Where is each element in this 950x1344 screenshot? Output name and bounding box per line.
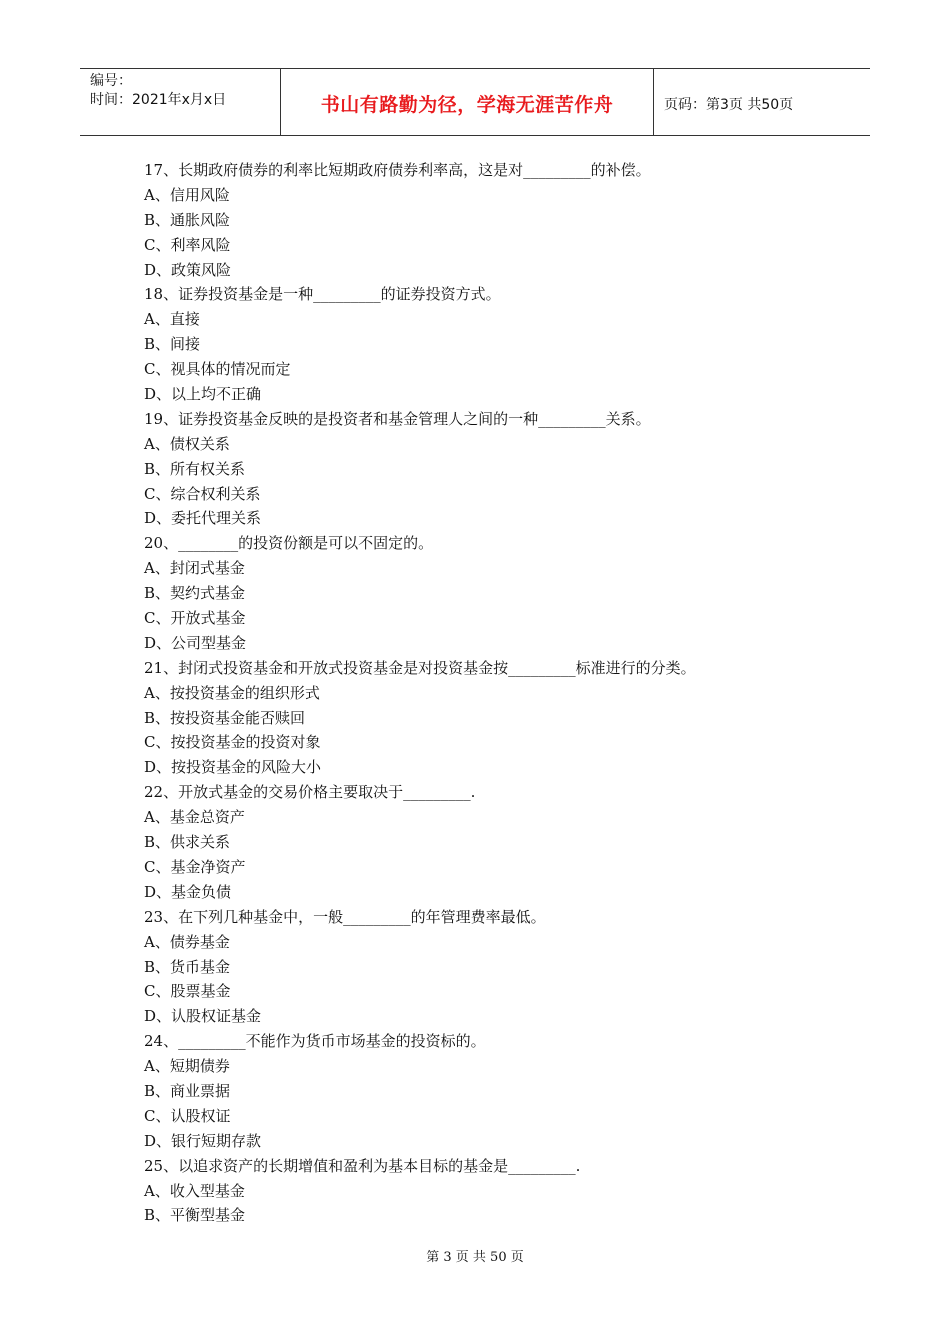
answer-option: B、契约式基金 [144, 584, 246, 603]
answer-option: D、认股权证基金 [144, 1007, 262, 1026]
answer-option: A、封闭式基金 [144, 559, 245, 578]
header-motto: 书山有路勤为径，学海无涯苦作舟 [281, 69, 654, 135]
answer-option: A、债券基金 [144, 932, 230, 951]
answer-option: A、按投资基金的组织形式 [144, 683, 320, 702]
answer-option: B、商业票据 [144, 1081, 231, 1100]
question-text: 22、开放式基金的交易价格主要取决于_________. [144, 783, 476, 802]
answer-option: B、所有权关系 [144, 459, 246, 478]
footer-page-number: 第 3 页 共 50 页 [426, 1250, 524, 1265]
question-list [144, 158, 844, 1228]
answer-option: B、货币基金 [144, 957, 231, 976]
answer-option: D、以上均不正确 [144, 385, 262, 404]
header-page-number: 页码：第3页 共50页 [664, 96, 794, 113]
question-text: 18、证券投资基金是一种_________的证券投资方式。 [144, 285, 501, 304]
answer-option: C、综合权利关系 [144, 484, 261, 503]
answer-option: C、开放式基金 [144, 609, 246, 628]
answer-option: B、通胀风险 [144, 210, 231, 229]
question-text: 21、封闭式投资基金和开放式投资基金是对投资基金按_________标准进行的分类。 [144, 658, 696, 677]
answer-option: D、公司型基金 [144, 633, 247, 652]
answer-option: B、按投资基金能否赎回 [144, 708, 306, 727]
answer-option: D、委托代理关系 [144, 509, 262, 528]
answer-option: B、间接 [144, 335, 201, 354]
question-text: 25、以追求资产的长期增值和盈利为基本目标的基金是_________. [144, 1156, 581, 1175]
document-number-label: 编号： [90, 73, 132, 89]
answer-option: A、直接 [144, 310, 200, 329]
answer-option: D、按投资基金的风险大小 [144, 758, 322, 777]
question-text: 19、证券投资基金反映的是投资者和基金管理人之间的一种_________关系。 [144, 409, 651, 428]
header-meta [80, 69, 281, 135]
answer-option: D、基金负债 [144, 882, 232, 901]
answer-option: D、政策风险 [144, 260, 232, 279]
answer-option: C、按投资基金的投资对象 [144, 733, 321, 752]
answer-option: A、信用风险 [144, 185, 230, 204]
document-date-label: 时间：2021年x月x日 [90, 92, 227, 108]
answer-option: C、认股权证 [144, 1106, 231, 1125]
answer-option: B、平衡型基金 [144, 1206, 246, 1225]
answer-option: D、银行短期存款 [144, 1131, 262, 1150]
answer-option: A、收入型基金 [144, 1181, 245, 1200]
answer-option: C、视具体的情况而定 [144, 360, 291, 379]
question-text: 23、在下列几种基金中，一般_________的年管理费率最低。 [144, 907, 546, 926]
answer-option: C、利率风险 [144, 235, 231, 254]
answer-option: B、供求关系 [144, 833, 231, 852]
answer-option: A、短期债券 [144, 1057, 230, 1076]
question-text: 20、________的投资份额是可以不固定的。 [144, 534, 434, 553]
answer-option: C、基金净资产 [144, 857, 246, 876]
page-footer [0, 1246, 950, 1265]
answer-option: A、债权关系 [144, 434, 230, 453]
question-text: 17、长期政府债券的利率比短期政府债券利率高，这是对_________的补偿。 [144, 161, 651, 179]
question-text: 24、_________不能作为货币市场基金的投资标的。 [144, 1032, 486, 1051]
answer-option: C、股票基金 [144, 982, 231, 1001]
page-header [80, 68, 870, 136]
answer-option: A、基金总资产 [144, 808, 245, 827]
